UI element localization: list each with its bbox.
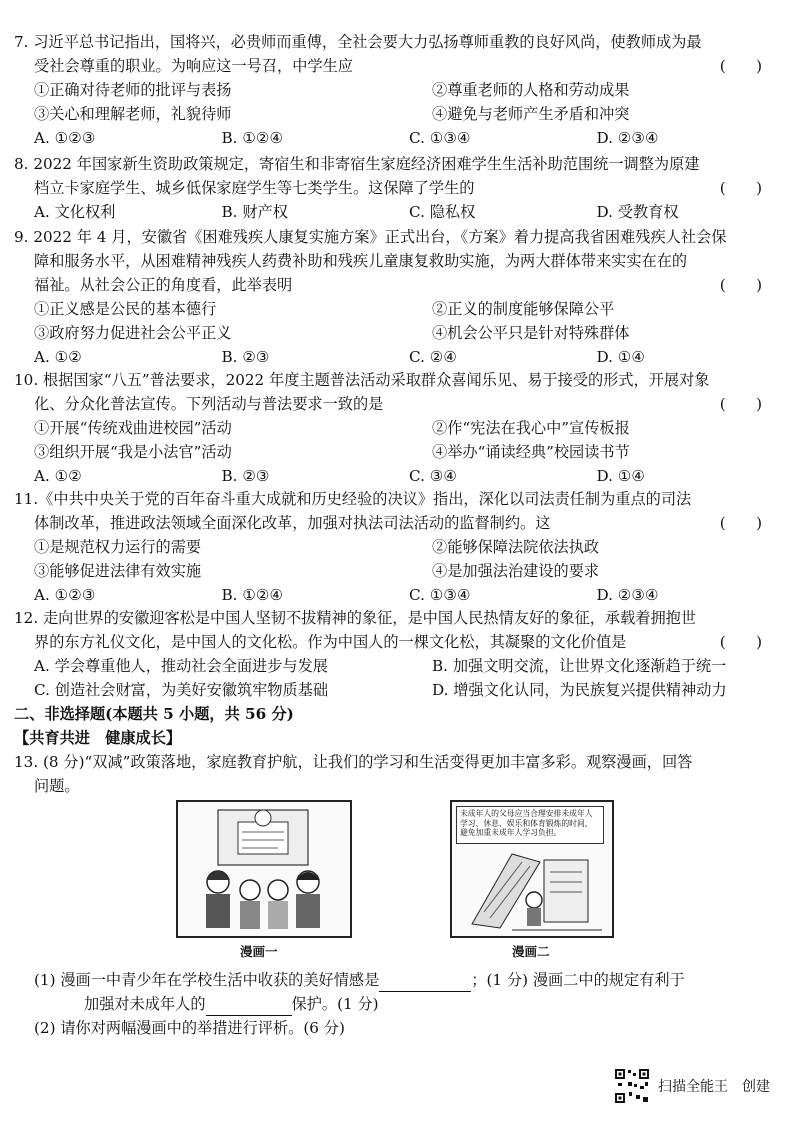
q13-sub1-blank-2[interactable] bbox=[206, 997, 292, 1016]
q9-choice-b: B. ②③ bbox=[221, 348, 270, 366]
q7-choice-a: A. ①②③ bbox=[34, 129, 96, 147]
question-12 bbox=[14, 606, 784, 702]
q11-choice-d: D. ②③④ bbox=[596, 586, 659, 604]
q11-stem-line2 bbox=[14, 511, 784, 535]
q9-option-2: ②正义的制度能够保障公平 bbox=[432, 300, 615, 318]
q10-answer-paren: ( ) bbox=[719, 395, 762, 413]
q9-option-4: ④机会公平只是针对特殊群体 bbox=[432, 324, 630, 342]
q7-stem-line2-text: 受社会尊重的职业。为响应这一号召，中学生应 bbox=[34, 57, 353, 75]
q11-options-row2 bbox=[14, 559, 784, 583]
q12-stem-line2 bbox=[14, 630, 784, 654]
q8-choice-c: C. 隐私权 bbox=[409, 203, 476, 221]
cartoon-2-caption: 漫画二 bbox=[512, 944, 550, 959]
cartoon-2-notice: 未成年人的父母应当合理安排未成年人学习、休息、娱乐和体育锻炼的时间，避免加重未成年人学习负担。 bbox=[456, 806, 604, 844]
q11-answer-paren: ( ) bbox=[719, 514, 762, 532]
q7-option-3: ③关心和理解老师，礼貌待师 bbox=[34, 105, 232, 123]
q11-choices bbox=[14, 583, 784, 607]
q11-option-1: ①是规范权力运行的需要 bbox=[34, 538, 202, 556]
cartoon-2-drawing bbox=[452, 802, 612, 936]
q12-choice-a: A. 学会尊重他人，推动社会全面进步与发展 bbox=[34, 657, 328, 675]
q7-option-1: ①正确对待老师的批评与表扬 bbox=[34, 81, 232, 99]
cartoon-1 bbox=[176, 800, 352, 938]
q8-choice-d: D. 受教育权 bbox=[596, 203, 679, 221]
q12-answer-paren: ( ) bbox=[719, 633, 762, 651]
q7-stem-line1: 7. 习近平总书记指出，国将兴，必贵师而重傅，全社会要大力弘扬尊师重教的良好风尚，使教师成为最 bbox=[14, 33, 702, 51]
q12-stem-line2-text: 界的东方礼仪文化，是中国人的文化松。作为中国人的一棵文化松，其凝聚的文化价值是 bbox=[34, 633, 627, 651]
q10-option-2: ②作“宪法在我心中”宣传板报 bbox=[432, 419, 630, 437]
q8-answer-paren: ( ) bbox=[719, 179, 762, 197]
q10-options-row1 bbox=[14, 416, 784, 440]
q11-choice-c: C. ①③④ bbox=[409, 586, 471, 604]
q11-choice-a: A. ①②③ bbox=[34, 586, 96, 604]
q13-sub1-blank-1[interactable] bbox=[379, 973, 471, 992]
q13-sub1-text-b: ；(1 分) 漫画二中的规定有利于 bbox=[471, 971, 685, 989]
q9-option-1: ①正义感是公民的基本德行 bbox=[34, 300, 217, 318]
q9-stem-line1: 9. 2022 年 4 月，安徽省《困难残疾人康复实施方案》正式出台，《方案》着力提高我省困难残疾人社会保 bbox=[14, 228, 727, 246]
q13-sub2-line: (2) 请你对两幅漫画中的举措进行评析。(6 分) bbox=[34, 1019, 345, 1037]
q11-options-row1 bbox=[14, 535, 784, 559]
q9-options-row2 bbox=[14, 321, 784, 345]
q9-choice-a: A. ①② bbox=[34, 348, 82, 366]
q10-choice-d: D. ①④ bbox=[596, 467, 646, 485]
q11-stem-line1: 11.《中共中央关于党的百年奋斗重大成就和历史经验的决议》指出，深化以司法责任制为重点的司法 bbox=[14, 490, 692, 508]
q7-choice-d: D. ②③④ bbox=[596, 129, 659, 147]
q7-choice-b: B. ①②④ bbox=[221, 129, 284, 147]
q9-choice-d: D. ①④ bbox=[596, 348, 646, 366]
q9-answer-paren: ( ) bbox=[719, 276, 762, 294]
q8-stem-line2 bbox=[14, 176, 784, 200]
q13-sub1-text-d: 保护。(1 分) bbox=[291, 995, 379, 1013]
q7-option-4: ④避免与老师产生矛盾和冲突 bbox=[432, 105, 630, 123]
q7-stem-line2 bbox=[14, 54, 784, 78]
q8-stem-line1: 8. 2022 年国家新生资助政策规定，寄宿生和非寄宿生家庭经济困难学生生活补助范围统一调整为原建 bbox=[14, 155, 700, 173]
q9-options-row1 bbox=[14, 297, 784, 321]
question-10 bbox=[14, 368, 784, 488]
q10-stem-line1: 10. 根据国家“八五”普法要求，2022 年度主题普法活动采取群众喜闻乐见、易于接受的形式，开展对象 bbox=[14, 371, 710, 389]
q10-choice-a: A. ①② bbox=[34, 467, 82, 485]
q10-options-row2 bbox=[14, 440, 784, 464]
q10-option-4: ④举办“诵读经典”校园读书节 bbox=[432, 443, 630, 461]
q10-stem-line2-text: 化、分众化普法宣传。下列活动与普法要求一致的是 bbox=[34, 395, 384, 413]
q8-stem-line2-text: 档立卡家庭学生、城乡低保家庭学生等七类学生。这保障了学生的 bbox=[34, 179, 475, 197]
q8-choices bbox=[14, 200, 784, 224]
q13-sub1-text-a: (1) 漫画一中青少年在学校生活中收获的美好情感是 bbox=[34, 971, 380, 989]
q7-options-row1 bbox=[14, 78, 784, 102]
q12-stem-line1: 12. 走向世界的安徽迎客松是中国人坚韧不拔精神的象征，是中国人民热情友好的象征，承载着拥抱世 bbox=[14, 609, 697, 627]
q10-option-1: ①开展“传统戏曲进校园”活动 bbox=[34, 419, 232, 437]
q7-choice-c: C. ①③④ bbox=[409, 129, 471, 147]
section-theme: 【共育共进 健康成长】 bbox=[14, 729, 182, 747]
scanner-watermark bbox=[614, 1068, 770, 1104]
q12-choice-d: D. 增强文化认同，为民族复兴提供精神动力 bbox=[432, 681, 727, 699]
q10-option-3: ③组织开展“我是小法官”活动 bbox=[34, 443, 232, 461]
q10-choice-c: C. ③④ bbox=[409, 467, 457, 485]
question-13 bbox=[14, 750, 784, 798]
q13-sub1-text-c: 加强对未成年人的 bbox=[84, 995, 206, 1013]
q11-option-3: ③能够促进法律有效实施 bbox=[34, 562, 202, 580]
q9-stem-line2: 障和服务水平，从困难精神残疾人药费补助和残疾儿童康复救助实施，为两大群体带来实实在在的 bbox=[34, 252, 688, 270]
q13-sub1-line2 bbox=[14, 992, 784, 1016]
question-8 bbox=[14, 152, 784, 224]
q13-stem-line2: 问题。 bbox=[34, 777, 80, 795]
q12-choice-b: B. 加强文明交流，让世界文化逐渐趋于统一 bbox=[432, 657, 727, 675]
cartoon-1-caption: 漫画一 bbox=[240, 944, 278, 959]
cartoon-2 bbox=[450, 800, 614, 938]
q7-options-row2 bbox=[14, 102, 784, 126]
q9-stem-line3 bbox=[14, 273, 784, 297]
q12-choice-c: C. 创造社会财富，为美好安徽筑牢物质基础 bbox=[34, 681, 329, 699]
q9-option-3: ③政府努力促进社会公平正义 bbox=[34, 324, 232, 342]
q12-choices-row2 bbox=[14, 678, 784, 702]
q10-stem-line2 bbox=[14, 392, 784, 416]
q7-answer-paren: ( ) bbox=[719, 57, 762, 75]
q11-stem-line2-text: 体制改革，推进政法领域全面深化改革，加强对执法司法活动的监督制约。这 bbox=[34, 514, 551, 532]
question-13-subparts bbox=[14, 968, 784, 1040]
scanner-brand-text: 扫描全能王 创建 bbox=[658, 1079, 770, 1095]
q9-stem-line3-text: 福祉。从社会公正的角度看，此举表明 bbox=[34, 276, 293, 294]
q10-choice-b: B. ②③ bbox=[221, 467, 270, 485]
qr-code-icon bbox=[614, 1068, 650, 1104]
q7-choices bbox=[14, 126, 784, 150]
q10-choices bbox=[14, 464, 784, 488]
question-11 bbox=[14, 487, 784, 607]
q9-choices bbox=[14, 345, 784, 369]
q8-choice-b: B. 财产权 bbox=[221, 203, 288, 221]
q11-option-2: ②能够保障法院依法执政 bbox=[432, 538, 600, 556]
q7-option-2: ②尊重老师的人格和劳动成果 bbox=[432, 81, 630, 99]
question-7 bbox=[14, 30, 784, 150]
section-2-title: 二、非选择题(本题共 5 小题，共 56 分) bbox=[14, 705, 294, 723]
q12-choices-row1 bbox=[14, 654, 784, 678]
q11-choice-b: B. ①②④ bbox=[221, 586, 284, 604]
q8-choice-a: A. 文化权利 bbox=[34, 203, 116, 221]
question-9 bbox=[14, 225, 784, 369]
q13-stem-line1: 13. (8 分)“双减”政策落地，家庭教育护航，让我们的学习和生活变得更加丰富多彩。观察漫画，回答 bbox=[14, 753, 693, 771]
q13-sub1-line1 bbox=[14, 968, 784, 992]
q9-choice-c: C. ②④ bbox=[409, 348, 457, 366]
q11-option-4: ④是加强法治建设的要求 bbox=[432, 562, 600, 580]
cartoon-1-drawing bbox=[178, 802, 350, 936]
